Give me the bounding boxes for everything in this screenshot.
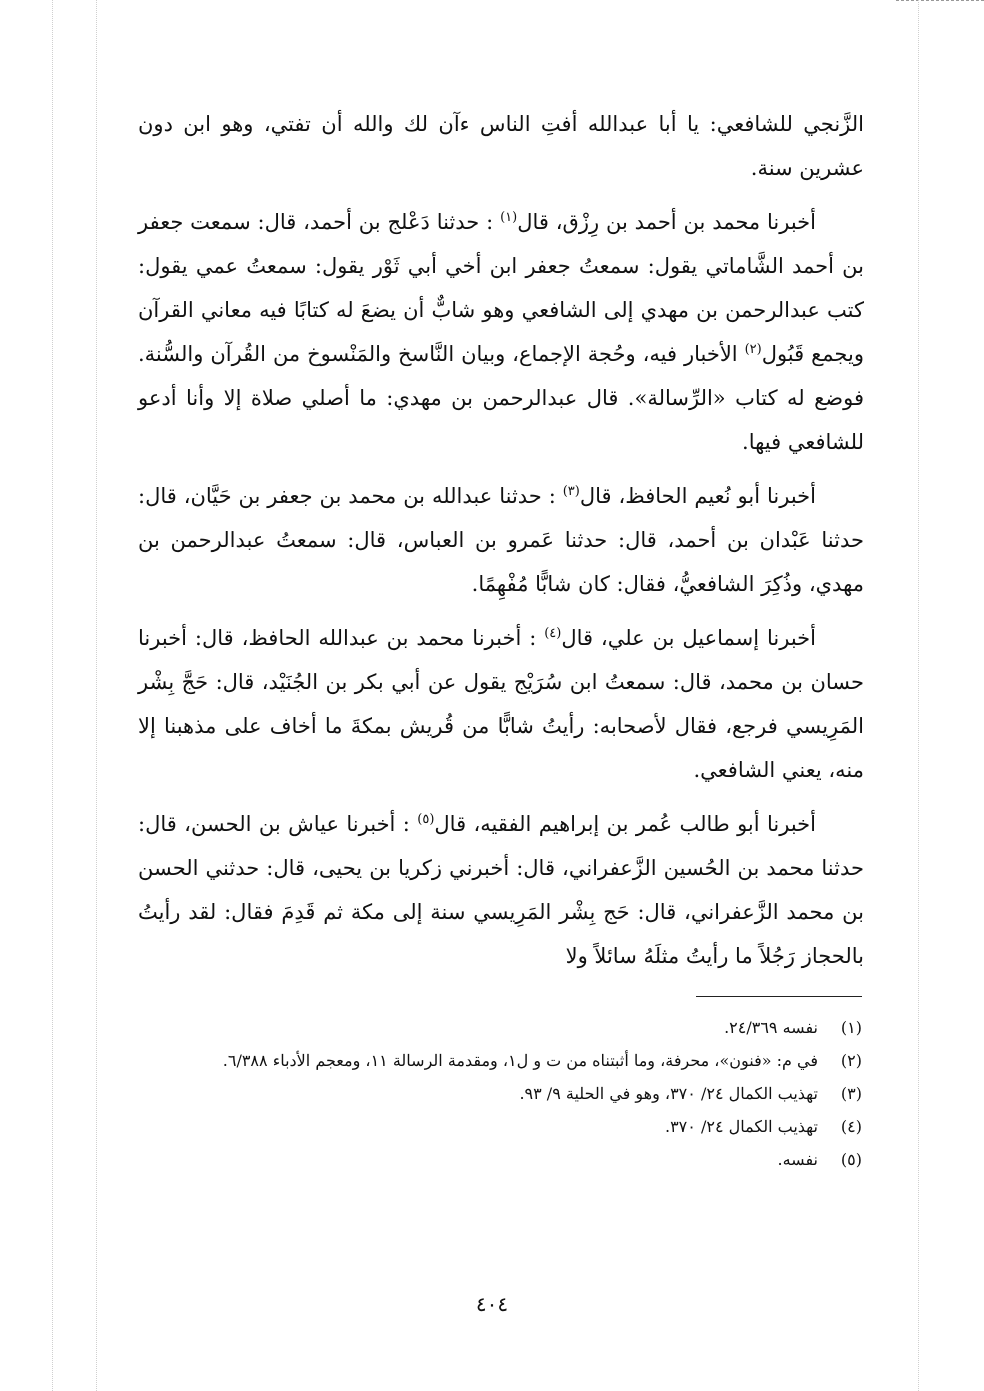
footnote-ref-5[interactable]: (٥) bbox=[417, 812, 435, 827]
footnote-number: (٥) bbox=[840, 1150, 862, 1169]
paragraph-1: الزَّنجي للشافعي: يا أبا عبدالله أفتِ الناس ءآن لك والله أن تفتي، وهو ابن دون عشرين سنة. bbox=[138, 112, 864, 180]
scan-dotted-guide bbox=[52, 0, 53, 1391]
footnote-number: (٣) bbox=[840, 1084, 862, 1103]
footnote-5 bbox=[138, 1146, 862, 1174]
footnote-2 bbox=[138, 1047, 862, 1075]
footnote-text: تهذيب الكمال ٢٤/ ٣٧٠. bbox=[664, 1117, 818, 1136]
footnote-text: نفسه ٢٤/٣٦٩. bbox=[724, 1018, 818, 1037]
footnote-4 bbox=[138, 1113, 862, 1141]
footnote-ref-2[interactable]: (٢) bbox=[744, 342, 762, 357]
footnote-text: نفسه. bbox=[777, 1150, 818, 1169]
page-number: ٤٠٤ bbox=[475, 1292, 509, 1316]
footnote-number: (٢) bbox=[840, 1051, 862, 1070]
footnote-ref-1[interactable]: (١) bbox=[500, 210, 518, 225]
scan-dotted-guide bbox=[96, 0, 97, 1391]
footnote-ref-4[interactable]: (٤) bbox=[544, 626, 562, 641]
scan-edge-mark bbox=[896, 0, 984, 9]
footnote-ref-3[interactable]: (٣) bbox=[562, 484, 580, 499]
footnote-number: (٤) bbox=[840, 1117, 862, 1136]
footnote-number: (١) bbox=[840, 1018, 862, 1037]
footnote-separator bbox=[696, 996, 862, 997]
paragraph-2: أخبرنا محمد بن أحمد بن رِزْق، قال$^{(١)}$ : حدثنا دَعْلج بن أحمد، قال: سمعت جعفر بن أحمد الشَّاماتي يقول: سمعتُ جعفر ابن أخي أبي ثَوْر يقول: سمعتُ عمي يقول: كتب عبدالرحمن بن مهدي إلى الشافعي وهو شابٌّ أن يضعَ له كتابًا فيه معاني القرآن ويجمع قَبُول$^{(٢)}$ الأخبار فيه، وحُجة الإجماع، وبيان النَّاسخ والمَنْسوخ من القُرآن والسُّنة. فوضع له كتاب «الرِّسالة». قال عبدالرحمن بن مهدي: ما أصلي صلاة إلا وأنا أدعو للشافعي فيها. bbox=[138, 210, 864, 454]
footnote-1 bbox=[138, 1014, 862, 1042]
paragraph-3: أخبرنا أبو نُعيم الحافظ، قال$^{(٣)}$ : حدثنا عبدالله بن محمد بن جعفر بن حَيَّان، قال: حدثنا عَبْدان بن أحمد، قال: حدثنا عَمرو بن العباس، قال: سمعتُ عبدالرحمن بن مهدي، وذُكِرَ الشافعيُّ، فقال: كان شابًّا مُفْهِمًا. bbox=[138, 484, 864, 596]
paragraph-4: أخبرنا إسماعيل بن علي، قال$^{(٤)}$ : أخبرنا محمد بن عبدالله الحافظ، قال: أخبرنا حسان بن محمد، قال: سمعتُ ابن سُرَيْج يقول عن أبي بكر بن الجُنَيْد، قال: حَجَّ بِشْر المَرِيسي فرجع، فقال لأصحابه: رأيتُ شابًّا من قُريش بمكةَ ما أخاف على مذهبنا إلا منه، يعني الشافعي. bbox=[138, 626, 864, 782]
footnote-3 bbox=[138, 1080, 862, 1108]
footnotes bbox=[138, 1014, 862, 1179]
paragraph-5: أخبرنا أبو طالب عُمر بن إبراهيم الفقيه، قال$^{(٥)}$ : أخبرنا عياش بن الحسن، قال: حدثنا محمد بن الحُسين الزَّعفراني، قال: أخبرني زكريا بن يحيى، قال: حدثني الحسن بن محمد الزَّعفراني، قال: حَج بِشْر المَرِيسي سنة إلى مكة ثم قَدِمَ فقال: لقد رأيتُ بالحجاز رَجُلاً ما رأيتُ مثلَهُ سائلاً ولا bbox=[138, 812, 864, 968]
footnote-text: تهذيب الكمال ٢٤/ ٣٧٠، وهو في الحلية ٩/ ٩٣. bbox=[519, 1084, 818, 1103]
footnote-text: في م: «فنون»، محرفة، وما أثبتناه من ت و ل١، ومقدمة الرسالة ١١، ومعجم الأدباء ٦/٣٨٨. bbox=[222, 1051, 818, 1070]
scan-dotted-guide bbox=[918, 0, 919, 1391]
main-text bbox=[138, 102, 864, 988]
